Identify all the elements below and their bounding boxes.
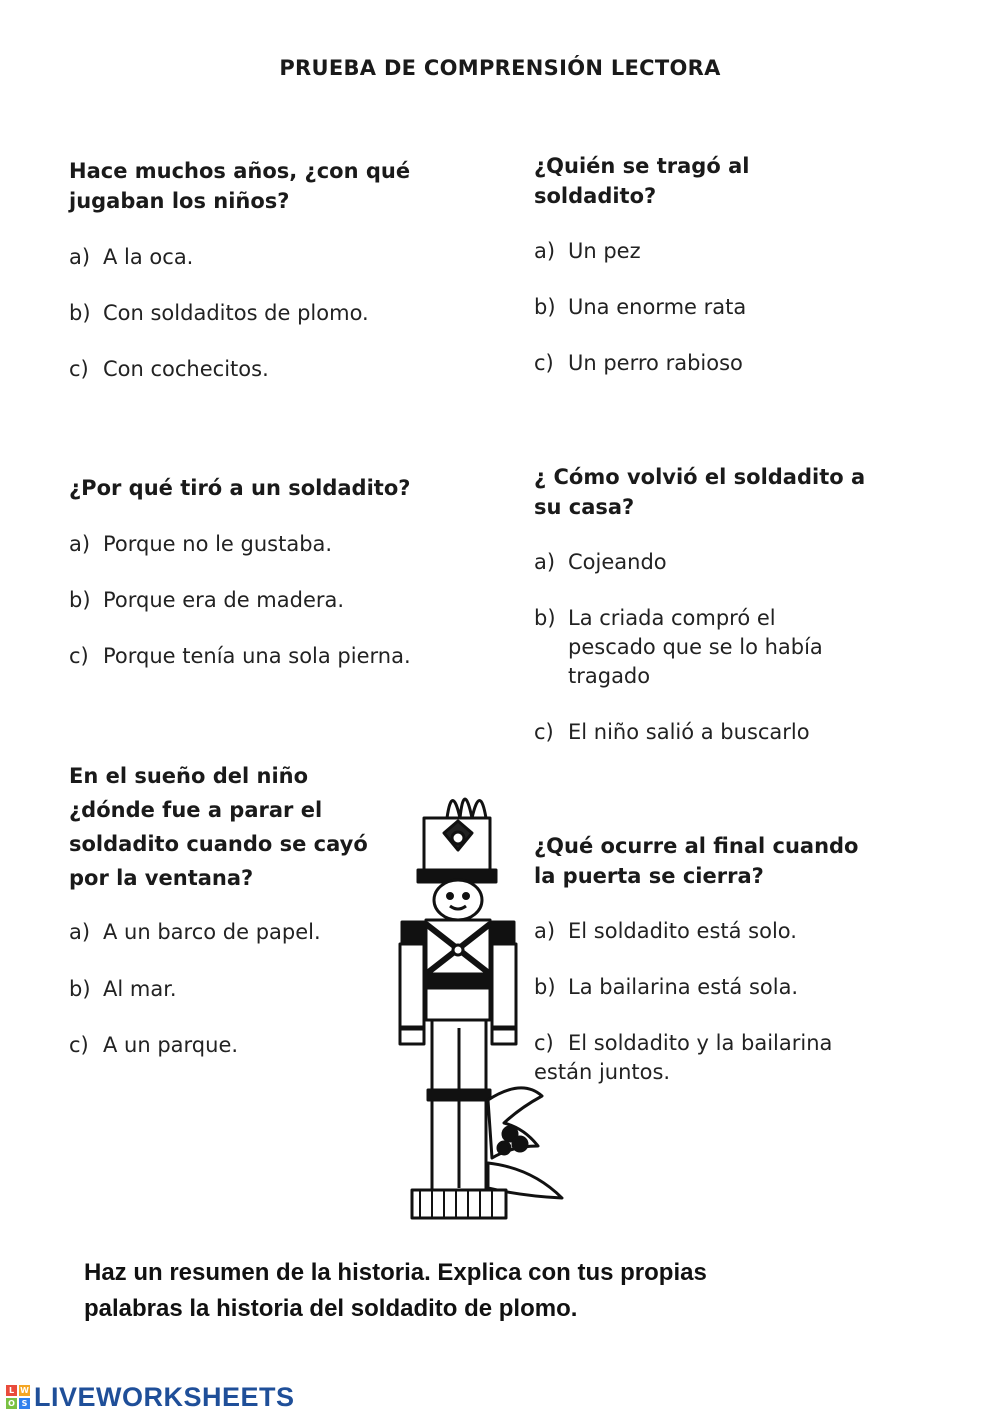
question-1-line-2: jugaban los niños?	[69, 189, 290, 213]
question-4-line-1: ¿ Cómo volvió el soldadito a	[534, 465, 866, 489]
question-2-option-b[interactable]: b) Una enorme rata	[534, 295, 747, 319]
question-1-option-c[interactable]: c) Con cochecitos.	[69, 357, 269, 381]
question-5-line-1: En el sueño del niño	[69, 764, 309, 788]
question-2-line-1: ¿Quién se tragó al	[534, 154, 750, 178]
question-1-option-b[interactable]: b) Con soldaditos de plomo.	[69, 301, 369, 325]
question-3-line-1: ¿Por qué tiró a un soldadito?	[69, 476, 411, 500]
question-3-option-a[interactable]: a) Porque no le gustaba.	[69, 532, 333, 556]
logo-cell-4: S	[19, 1398, 30, 1409]
toy-soldier-icon	[392, 778, 582, 1233]
question-1-option-a[interactable]: a) A la oca.	[69, 245, 194, 269]
question-2-option-a[interactable]: a) Un pez	[534, 239, 641, 263]
question-6-option-b[interactable]: b) La bailarina está sola.	[534, 975, 799, 999]
question-1-line-1: Hace muchos años, ¿con qué	[69, 159, 411, 183]
question-5-line-3: soldadito cuando se cayó	[69, 832, 368, 856]
question-5-line-2: ¿dónde fue a parar el	[69, 798, 323, 822]
logo-cell-3: O	[6, 1398, 17, 1409]
question-4-option-b[interactable]: b) La criada compró el pescado que se lo había tragado	[534, 606, 823, 688]
summary-line-1: Haz un resumen de la historia. Explica con tus propias	[84, 1259, 707, 1286]
question-5-line-4: por la ventana?	[69, 866, 254, 890]
question-6-line-1: ¿Qué ocurre al final cuando	[534, 834, 859, 858]
page-title: PRUEBA DE COMPRENSIÓN LECTORA	[279, 56, 721, 80]
question-4-option-c[interactable]: c) El niño salió a buscarlo	[534, 720, 810, 744]
question-3-option-b[interactable]: b) Porque era de madera.	[69, 588, 345, 612]
question-1	[69, 156, 410, 216]
footer-brand[interactable]	[6, 1380, 295, 1414]
summary-instruction	[84, 1255, 804, 1327]
question-3-option-c[interactable]: c) Porque tenía una sola pierna.	[69, 644, 411, 668]
question-5-option-c[interactable]: c) A un parque.	[69, 1033, 239, 1057]
question-4	[534, 462, 865, 522]
question-5-option-a[interactable]: a) A un barco de papel.	[69, 920, 321, 944]
question-6-option-c[interactable]: c) El soldadito y la bailarina están juntos.	[534, 1031, 833, 1084]
question-4-line-2: su casa?	[534, 495, 635, 519]
question-2-option-c[interactable]: c) Un perro rabioso	[534, 351, 743, 375]
question-6	[534, 831, 859, 891]
question-2-line-2: soldadito?	[534, 184, 657, 208]
question-5-option-b[interactable]: b) Al mar.	[69, 977, 177, 1001]
logo-cell-2: W	[20, 1386, 29, 1395]
question-3	[69, 473, 410, 503]
question-6-line-2: la puerta se cierra?	[534, 864, 764, 888]
question-2	[534, 151, 749, 211]
question-5	[69, 759, 368, 895]
liveworksheets-logo-icon	[6, 1385, 30, 1409]
logo-cell-1: L	[6, 1385, 17, 1396]
question-4-option-a[interactable]: a) Cojeando	[534, 550, 667, 574]
brand-name: LIVEWORKSHEETS	[34, 1381, 295, 1412]
question-6-option-a[interactable]: a) El soldadito está solo.	[534, 919, 797, 943]
summary-line-2: palabras la historia del soldadito de plomo.	[84, 1295, 578, 1322]
